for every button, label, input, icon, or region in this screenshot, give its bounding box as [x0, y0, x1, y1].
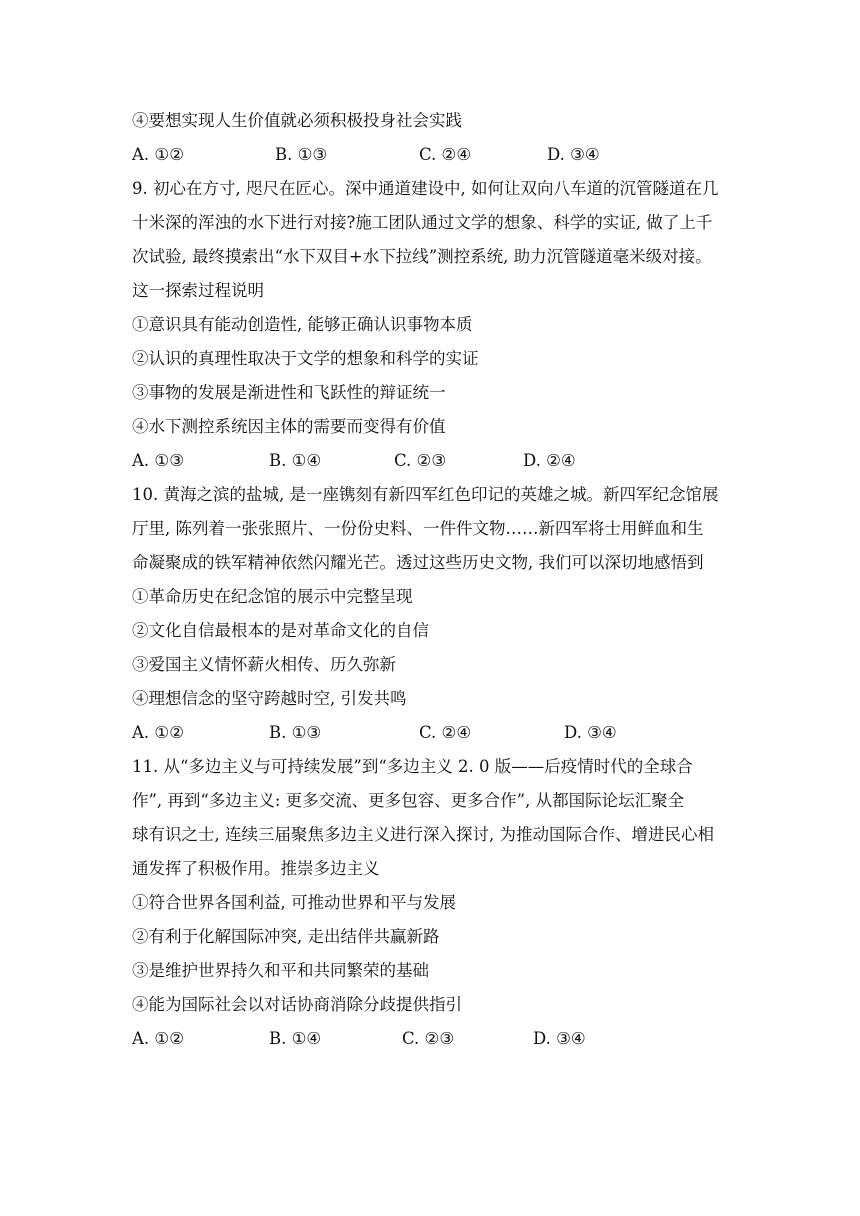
q11-stem-line-4: 通发挥了积极作用。推崇多边主义: [132, 859, 380, 878]
q9-item-2: ②认识的真理性取决于文学的想象和科学的实证: [132, 349, 479, 368]
q10-option-c: C. ②④: [419, 723, 472, 742]
q9-stem-line-1: 9. 初心在方寸, 咫尺在匠心。深中通道建设中, 如何让双向八车道的沉管隧道在几: [132, 179, 719, 198]
q10-stem-line-3: 命凝聚成的铁军精神依然闪耀光芒。透过这些历史文物, 我们可以深切地感悟到: [132, 553, 704, 572]
q10-item-4: ④理想信念的坚守跨越时空, 引发共鸣: [132, 689, 407, 708]
q9-option-b: B. ①④: [269, 451, 322, 470]
q10-stem-line-2: 厅里, 陈列着一张张照片、一份份史料、一件件文物……新四军将士用鲜血和生: [132, 519, 704, 538]
q9-item-4: ④水下测控系统因主体的需要而变得有价值: [132, 417, 446, 436]
q9-stem-line-2: 十米深的浑浊的水下进行对接?施工团队通过文学的想象、科学的实证, 做了上千: [132, 213, 713, 232]
q10-item-1: ①革命历史在纪念馆的展示中完整呈现: [132, 587, 413, 606]
q10-item-3: ③爱国主义情怀薪火相传、历久弥新: [132, 655, 396, 674]
q11-option-a: A. ①②: [132, 1029, 184, 1048]
q10-stem-line-1: 10. 黄海之滨的盐城, 是一座镌刻有新四军红色印记的英雄之城。新四军纪念馆展: [132, 485, 719, 504]
q11-option-b: B. ①④: [269, 1029, 322, 1048]
q8-item-4: ④要想实现人生价值就必须积极投身社会实践: [132, 111, 462, 130]
q10-option-a: A. ①②: [132, 723, 184, 742]
q8-option-d: D. ③④: [547, 145, 600, 164]
q9-option-c: C. ②③: [394, 451, 447, 470]
q11-stem-line-1: 11. 从“多边主义与可持续发展”到“多边主义 2. 0 版——后疫情时代的全球合: [132, 757, 693, 776]
q9-option-d: D. ②④: [523, 451, 576, 470]
q11-item-4: ④能为国际社会以对话协商消除分歧提供指引: [132, 995, 462, 1014]
q8-option-b: B. ①③: [275, 145, 328, 164]
q10-option-d: D. ③④: [564, 723, 617, 742]
q9-stem-line-3: 次试验, 最终摸索出“水下双目+水下拉线”测控系统, 助力沉管隧道毫米级对接。: [132, 247, 712, 266]
q9-item-1: ①意识具有能动创造性, 能够正确认识事物本质: [132, 315, 473, 334]
q8-option-a: A. ①②: [132, 145, 184, 164]
q11-stem-line-3: 球有识之士, 连续三届聚焦多边主义进行深入探讨, 为推动国际合作、增进民心相: [132, 825, 714, 844]
q9-item-3: ③事物的发展是渐进性和飞跃性的辩证统一: [132, 383, 446, 402]
q11-item-3: ③是维护世界持久和平和共同繁荣的基础: [132, 961, 429, 980]
q8-option-c: C. ②④: [419, 145, 472, 164]
q11-option-d: D. ③④: [533, 1029, 586, 1048]
q11-stem-line-2: 作”, 再到“多边主义: 更多交流、更多包容、更多合作”, 从都国际论坛汇聚全: [132, 791, 685, 810]
q11-option-c: C. ②③: [402, 1029, 455, 1048]
q9-option-a: A. ①③: [132, 451, 184, 470]
q11-item-1: ①符合世界各国利益, 可推动世界和平与发展: [132, 893, 456, 912]
q9-stem-line-4: 这一探索过程说明: [132, 281, 264, 300]
q10-item-2: ②文化自信最根本的是对革命文化的自信: [132, 621, 429, 640]
q10-option-b: B. ①③: [269, 723, 322, 742]
q11-item-2: ②有利于化解国际冲突, 走出结伴共赢新路: [132, 927, 440, 946]
